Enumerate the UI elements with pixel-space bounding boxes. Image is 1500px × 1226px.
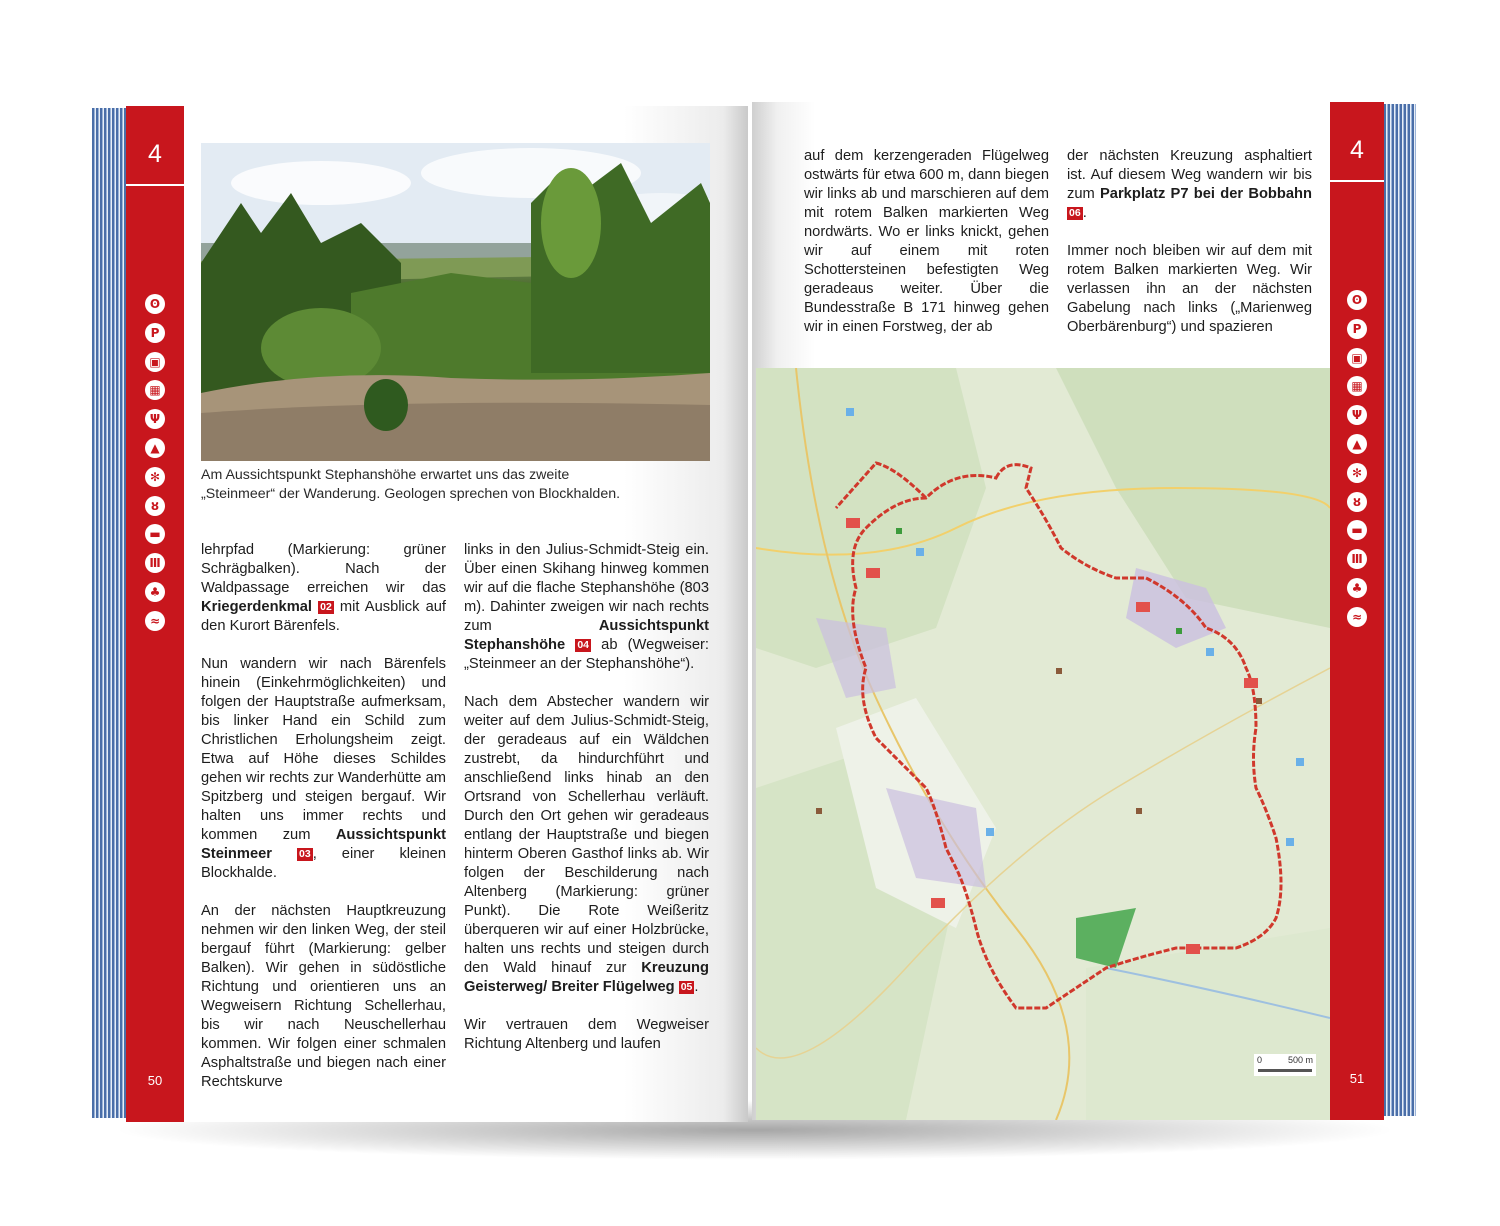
museum-icon: Ⅲ bbox=[145, 553, 165, 573]
waypoint-badge: 02 bbox=[320, 601, 332, 613]
facility-icons bbox=[126, 294, 184, 640]
text-span: Nach dem Abstecher wandern wir weiter auf dem Julius-Schmidt-Steig, der geradeaus auf ein Wäldchen zustrebt, da hindurchführt und anschließend links hinab an den Ortsrand von Schellerhau verläuft. Durch den Ort gehen wir geradeaus entlang der Hauptstraße und biegen hinterm Oberen Gasthof links ab. Wir folgen der Beschilderung nach Altenberg (Markierung: grüner Punkt). Die Rote Weißeritz überqueren wir auf einer Holzbrücke, halten uns rechts und steigen durch den Wald hinauf zur bbox=[464, 694, 709, 976]
tab-divider bbox=[1330, 180, 1384, 182]
paragraph: An der nächsten Hauptkreuzung nehmen wir den linken Weg, der steil bergauf führt (Markierung: gelber Balken). Wir gehen in südöstliche Richtung und orientieren uns an Wegweisern Richtung Schellerhau, bis wir nach Neuschellerhau kommen. Wir folgen einer schmalen Asphaltstraße und biegen nach einer Rechtskurve bbox=[201, 903, 446, 1090]
right-chapter-bar bbox=[1330, 102, 1384, 1120]
page-edges-right bbox=[1382, 104, 1416, 1116]
paragraph bbox=[464, 693, 709, 997]
tree-icon: ♣ bbox=[1347, 578, 1367, 598]
bicycle-icon: ȣ bbox=[1347, 492, 1367, 512]
photo-caption bbox=[201, 466, 721, 504]
page-edges-left bbox=[92, 108, 126, 1118]
snowflake-icon: ✻ bbox=[1347, 463, 1367, 483]
parking-icon: P bbox=[145, 323, 165, 343]
bear-icon: ʘ bbox=[145, 294, 165, 314]
waypoint-name: Parkplatz P7 bei der Bobbahn bbox=[1100, 186, 1312, 202]
text-span: der nächsten Kreuzung asphaltiert ist. Auf diesem Weg wandern wir bis zum bbox=[1067, 148, 1312, 202]
paragraph: auf dem kerzengeraden Flügelweg ostwärts für etwa 600 m, dann biegen wir links ab und marschieren auf dem mit rotem Balken markierten Weg nordwärts. Wo er links knickt, gehen wir auf einem mit roten Schottersteinen befestigten Weg geradeaus weiter. Über die Bundesstraße B 171 hinweg gehen wir in einen Forstweg, der ab bbox=[804, 148, 1049, 335]
basket-icon: ▦ bbox=[1347, 376, 1367, 396]
caption-line-2: „Steinmeer“ der Wanderung. Geologen sprechen von Blockhalden. bbox=[201, 486, 621, 502]
waypoint-badge: 05 bbox=[680, 981, 693, 993]
mountain-icon: ▲ bbox=[145, 438, 165, 458]
text-span: , einer kleinen Blockhalde. bbox=[201, 846, 446, 881]
waypoint-badge: 03 bbox=[299, 848, 311, 860]
bicycle-icon: ȣ bbox=[145, 496, 165, 516]
scale-label: 500 m bbox=[1287, 1055, 1313, 1065]
waypoint-name: Aussichtspunkt Steinmeer bbox=[201, 827, 446, 862]
waypoint-name: Aussichtspunkt Stephanshöhe bbox=[464, 618, 709, 653]
mountain-icon: ▲ bbox=[1347, 434, 1367, 454]
waypoint-badge: 06 bbox=[1069, 207, 1081, 219]
parking-icon: P bbox=[1347, 319, 1367, 339]
text-column-2 bbox=[464, 541, 709, 1054]
waypoint-name: Kriegerdenkmal bbox=[201, 599, 313, 615]
bus-icon: ▣ bbox=[145, 352, 165, 372]
paragraph: Immer noch bleiben wir auf dem mit rotem Balken markierten Weg. Wir verlassen ihn an der nächsten Gabelung nach links („Marienweg Oberbärenburg“) und spazieren bbox=[1067, 243, 1312, 335]
map-graphic bbox=[756, 368, 1330, 1120]
tab-divider bbox=[126, 184, 184, 186]
left-chapter-bar bbox=[126, 106, 184, 1122]
scale-bar bbox=[1258, 1069, 1312, 1072]
text-span: . bbox=[1082, 205, 1087, 221]
swimming-icon: ≈ bbox=[145, 611, 165, 631]
facility-icons bbox=[1330, 290, 1384, 636]
text-span: lehrpfad (Markierung: grüner Schrägbalken). Nach der Waldpassage erreichen wir das bbox=[201, 542, 446, 596]
route-map bbox=[756, 368, 1330, 1120]
photo-illustration bbox=[201, 143, 710, 461]
bear-icon: ʘ bbox=[1347, 290, 1367, 310]
tree-icon: ♣ bbox=[145, 582, 165, 602]
waypoint-name: Kreuzung Geisterweg/ Breiter Flügelweg bbox=[464, 960, 709, 995]
landscape-photo bbox=[201, 143, 710, 461]
museum-icon: Ⅲ bbox=[1347, 549, 1367, 569]
restaurant-icon: Ψ bbox=[145, 409, 165, 429]
paragraph: Wir vertrauen dem Wegweiser Richtung Altenberg und laufen bbox=[464, 1017, 709, 1052]
waypoint-badge: 04 bbox=[577, 639, 590, 651]
page-number-left: 50 bbox=[147, 1073, 163, 1088]
scale-zero: 0 bbox=[1257, 1055, 1263, 1065]
paragraph bbox=[1067, 147, 1312, 223]
page-number-right: 51 bbox=[1349, 1071, 1365, 1086]
paragraph bbox=[464, 541, 709, 674]
text-span: . bbox=[694, 979, 699, 995]
map-scale bbox=[1254, 1054, 1316, 1076]
bed-icon: ▬ bbox=[1347, 520, 1367, 540]
swimming-icon: ≈ bbox=[1347, 607, 1367, 627]
chapter-tab-number: 4 bbox=[1350, 136, 1364, 164]
snowflake-icon: ✻ bbox=[145, 467, 165, 487]
caption-line-1: Am Aussichtspunkt Stephanshöhe erwartet uns das zweite bbox=[201, 467, 570, 483]
text-column-4 bbox=[1067, 147, 1312, 337]
bus-icon: ▣ bbox=[1347, 348, 1367, 368]
chapter-tab-number: 4 bbox=[148, 140, 162, 168]
text-span: ab (Wegweiser: „Steinmeer an der Stephanshöhe“). bbox=[464, 637, 709, 672]
paragraph bbox=[201, 541, 446, 636]
text-span: links in den Julius-Schmidt-Steig ein. Über einen Skihang hinweg kommen wir auf die flache Stephanshöhe (803 m). Dahinter zweigen wir nach rechts zum bbox=[464, 542, 709, 634]
text-span: Nun wandern wir nach Bärenfels hinein (Einkehrmöglichkeiten) und folgen der Hauptstraße aufmerksam, bis linker Hand ein Schild zum Christlichen Erholungsheim zeigt. Etwa auf Höhe dieses Schildes gehen wir rechts zur Wanderhütte am Spitzberg und steigen bergauf. Wir halten uns immer rechts und kommen zum bbox=[201, 656, 446, 843]
basket-icon: ▦ bbox=[145, 380, 165, 400]
bed-icon: ▬ bbox=[145, 524, 165, 544]
paragraph bbox=[201, 655, 446, 883]
text-column-1 bbox=[201, 541, 446, 1092]
text-span: mit Ausblick auf den Kurort Bärenfels. bbox=[201, 599, 446, 634]
restaurant-icon: Ψ bbox=[1347, 405, 1367, 425]
text-column-3 bbox=[804, 147, 1049, 337]
